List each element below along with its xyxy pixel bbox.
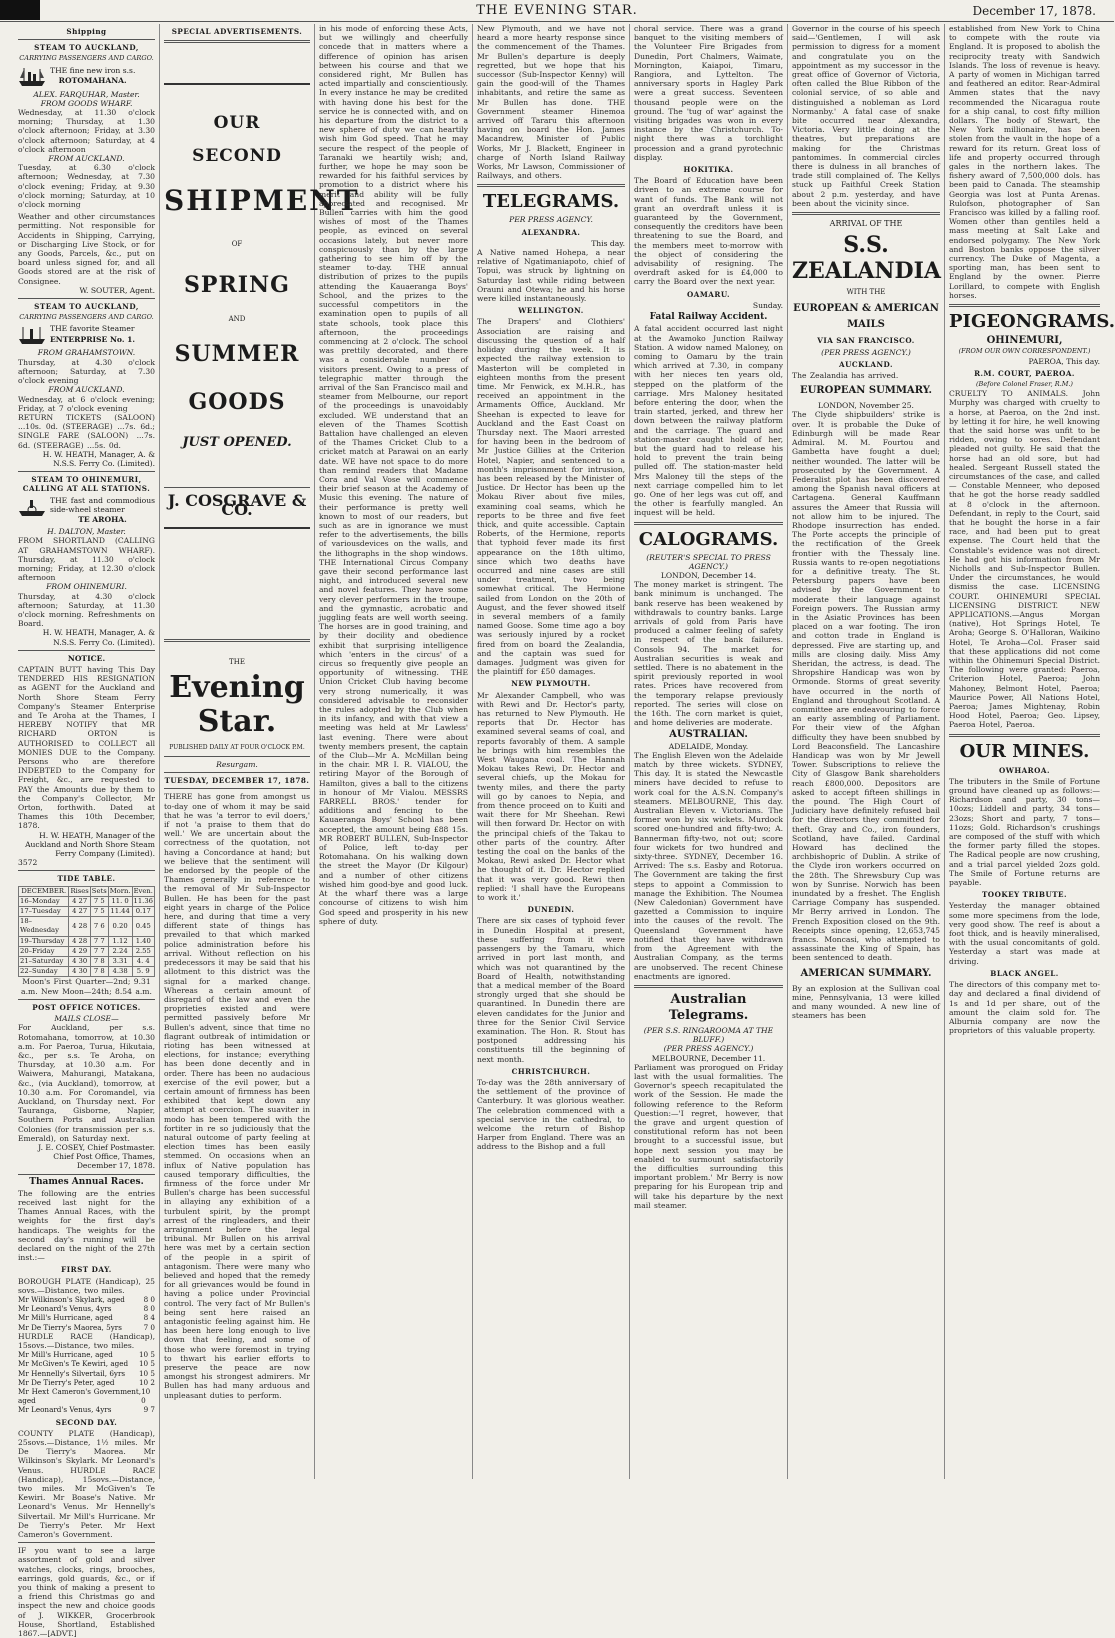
signature: W. SOUTER, Agent. xyxy=(79,285,155,295)
tide-row xyxy=(19,907,155,917)
calograms-text: The money market is stringent. The bank minimum is unchanged. The bank reserve has been weakened by withdrawals to country banks. Large arrivals of gold from Paris have produced a calmer feeling of safety in respect of the bank failures. Consols 94. The market for Australian securities is weak and settled. There is no abatement in the spirit previously reported in wool rates. Prices have recovered from the temporary relapse previously reported. The series will close on the 16th. The corn market is quiet, and home deliveries are moderate. xyxy=(634,580,783,728)
tide-cell: 7 5 xyxy=(90,896,108,906)
second-day-entries: COUNTY PLATE (Handicap), 25sovs.—Distance, 1½ miles. Mr De Tierry's Maorea. Mr Wilkinson's Skylark. Mr Leonard's Venus. HURDLE RACE (Handicap), 15sovs.—Distance, two miles. Mr McGiven's Te Kewiri. Mr Boase's Native. Mr Leonard's Venus. Mr Hennelly's Silvertail. Mr Mill's Hurricane. Mr De Tierry's Peter. Mr Hext Cameron's Government. xyxy=(18,1428,155,1540)
horse-name: Mr De Tierry's Peter, aged xyxy=(18,1377,115,1387)
via-san-francisco: VIA SAN FRANCISCO. xyxy=(817,336,915,346)
dateline-london: LONDON, December 14. xyxy=(660,570,757,580)
time-note: Sunday. xyxy=(752,300,783,310)
tide-cell: 0.17 xyxy=(132,907,154,917)
divider xyxy=(949,304,1100,307)
dateline-auckland: AUCKLAND. xyxy=(839,359,893,369)
schedule: Wednesday, at 11.30 o'clock morning; Thursday, at 1.30 o'clock afternoon; Friday, at 3.30 o'clock afternoon; Saturday, at 4 o'clock afternoon xyxy=(18,108,155,154)
melbourne-cont: Governor in the course of his speech said—'Gentlemen, I will ask permission to digress for a moment and congratulate you on the appointment as my successor in the great office of Governor of Victoria, often called the Blue Ribbon of the colonial service, of so able and distinguished a nobleman as Lord Normanby.' A fatal case of snake bite occurred near Alexandra, Victoria. Very little doing at the theatres, but preparations are making for the Christmas pantomimes. In commercial circles there is dulness in all branches of trade still complained of. The Kellys stuck up Faithful Creek Station about 2 p.m. yesterday, and have been about the vicinity since. xyxy=(792,24,940,208)
tide-column-header: Rises xyxy=(70,886,89,895)
ad-word-of: OF xyxy=(231,239,243,248)
melbourne-text: Parliament was prorogued on Friday last with the usual formalities. The Governor's speech recapitulated the work of the Session. He made the following reference to the Reform Question:—'I regret, however, that the grave and urgent question of constitutional reform has not been brought to a successful issue, but hope next session you may be enabled to surmount satisfactorily the difficulties surrounding this important problem.' Mr Berry is now preparing for his European trip and will take his departure by the next mail steamer. xyxy=(634,1062,783,1210)
tide-column-header: Sets xyxy=(91,886,107,895)
american-summary-cont: established from New York to China to compete with the route via England. It is proposed to abolish the reciprocity treaty with Sandwich Islands. The loss of revenue is heavy. A party of women in Michigan tarred and feathered an editor. Rear-Admiral Ammen states that the navy recommended the Nicaragua route for a ship canal, to cost fifty million dollars. The body of Stewart, the New York millionaire, has been stolen from the vault in the hope of a reward for its return. Great loss of life and property occurred through gales in the northern lakes. The fishery award of 7,500,000 dols. has been paid to Canada. The steamship Georgia was lost at Punta Arenas. Rulofson, photographer of San Francisco was killed by a falling roof. Women other than gentiles held a mass meeting at Salt Lake and endorsed polygamy. The New York and Boston banks oppose the silver currency. The Duke of Magenta, a sporting man, has been sent to England by the owner. Pierre Lorillard, to compete with English horses. xyxy=(949,24,1100,300)
from-ohinemuri: FROM OHINEMURI. xyxy=(46,582,127,592)
our-mines-heading: OUR MINES. xyxy=(959,740,1090,762)
dunedin-text: There are six cases of typhoid fever in Dunedin Hospital at present, these suffering from it were passengers by the Tamaru, which arrived in port last month, and which was not quarantined by the Board of Health, notwithstanding that a medical member of the Board strongly urged that she should be quarantined. In Dunedin there are eleven candidates for the Junior and three for the Senior Civil Service examination. The Hon. R. Stout has postponed addressing his constituents till the beginning of next month. xyxy=(477,916,625,1064)
tide-cell: 0.20 xyxy=(108,917,132,936)
races-intro: The following are the entries received last night for the Thames Annual Races, with the weights for the first day's handicaps. The weights for the second day's running will be declared on the night of the 27th inst.:— xyxy=(18,1188,155,1263)
divider xyxy=(18,650,155,651)
ad-word-and: AND xyxy=(228,314,246,323)
tookey-text: Yesterday the manager obtained some more specimens from the lode, very good show. The reef is about a foot thick, and is heavily mineralised, with the usual concomitants of gold. Yesterday a start was made at driving. xyxy=(949,901,1100,966)
court-text: CRUELTY TO ANIMALS. John Murphy was charged with cruelty to a horse, at Paeroa, on the 2nd inst. by letting it for hire, he well knowing that the said horse was unfit to be ridden, owing to sores. Defendant pleaded not guilty. He said that the horse had an old sore, but had healed. Sergeant Russell stated the circumstances of the case, and called— Constable Menneer, who deposed that he got the horse ready saddled at 8 o'clock in the afternoon. Defendant, in reply to the Court, said that he bought the horse in a fair race, and had been put to great expense. The Court held that the Constable's evidence was not direct. He had got his information from Mr Nicholls and Sub-Inspector Bullen. Under the circumstances, he would dismiss the case. LICENSING COURT. OHINEMURI SPECIAL LICENSING DISTRICT. NEW APPLICATIONS.—Angus Morgan (native), Hot Springs Hotel, Te Aroha; George S. O'Halloran, Waikino Hotel, Te Aroha—Col. Fraser said that these applications did not come within the Ohinemuri Special District. The following were granted: Paeroa, Criterion Hotel, Paeroa; John Mahoney, Belmont Hotel, Paeroa; Maurice Power, All Nations Hotel, Paeroa; James Mightenay, Robin Hood Hotel, Paeroa; Geo. Lipsey, Paeroa Hotel, Paeroa. xyxy=(949,389,1100,730)
divider xyxy=(18,999,155,1000)
from-grahamstown: FROM GRAHAMSTOWN. xyxy=(37,348,136,358)
tide-cell: 22–Sunday xyxy=(19,967,69,977)
schedule: Thursday, at 4.30 o'clock afternoon; Saturday, at 7.30 o'clock evening xyxy=(18,357,155,386)
fatal-accident-text: A fatal accident occurred last night at the Awamoko Junction Railway Station. A widow named Maloney, on coming to Oamaru by the train which arrived at 7.30, in company with her nieces ten years old, stepped on the platform of the carriage. Mrs Maloney hesitated before entering the door, when the train started, jerked, and threw her down between the railway platform and the carriage. The guard and station-master caught hold of her, but the guard had to release his hold to prevent the train being pulled off. The station-master held Mrs Maloney till the steps of the next carriage compelled him to let go. One of her legs was cut off, and the other is fearfully mangled. An inquest will be held. xyxy=(634,324,783,518)
divider xyxy=(164,756,310,757)
tide-cell: 7 7 xyxy=(90,946,108,956)
agency-note: (PER PRESS AGENCY.) xyxy=(821,347,911,357)
divider xyxy=(164,639,310,642)
agency-note: (REUTER'S SPECIAL TO PRESS AGENCY.) xyxy=(646,552,771,571)
zealandia-arrived: The Zealandia has arrived. xyxy=(792,371,899,381)
ship-ad xyxy=(18,324,155,346)
calograms-heading: CALOGRAMS. xyxy=(638,528,779,550)
ad-word-second: SECOND xyxy=(192,146,282,167)
ship-name: ENTERPRISE No. 1. xyxy=(50,334,136,344)
ship-line: THE fast and commodious side-wheel steamer xyxy=(50,495,155,514)
tide-cell: 1.12 xyxy=(108,936,132,946)
ad-just-opened: JUST OPENED. xyxy=(182,435,292,451)
race-entry xyxy=(18,1387,155,1405)
tide-cell: 1.40 xyxy=(132,936,154,946)
with-the: WITH THE xyxy=(846,288,886,297)
notice-body: CAPTAIN BUTT having This Day TENDERED HIS RESIGNATION as AGENT for the Auckland and North Shore Steam Ferry Company's Steamer Enterprise and Te Aroha at the Thames, I HEREBY NOTIFY that MR RICHARD ORTON is AUTHORISED to COLLECT all MONIES DUE to the Company. Persons who are therefore INDEBTED to the Company for Freight, &c., are requested to PAY the Amounts due by them to the Company's Collector, Mr Orton, forthwith. Dated at Thames this 10th December, 1878. xyxy=(18,664,155,831)
divider xyxy=(18,1542,155,1543)
tide-cell: 3.31 xyxy=(108,957,132,967)
horse-weight: 10 5 xyxy=(138,1350,155,1360)
ship-ad xyxy=(18,66,155,88)
tide-header-row xyxy=(19,886,155,896)
section-shipping: Shipping xyxy=(66,27,107,36)
mines-text: The tributers in the Smile of Fortune ground have cleaned up as follows:— Richardson and party, 30 tons—10ozs; Liddell and party, 34 tons—23ozs; Short and party, 7 tons—11ozs; Gold. Richardson's crushings are composed of the stuff with which the former party filled the stopes. The Radical people are now crushing, and a trial parcel yielded 2ozs gold. The Smile of Fortune returns are payable. xyxy=(949,776,1100,888)
fares: RETURN TICKETS (SALOON) ...10s. 0d. (STEERAGE) ...7s. 6d.; SINGLE FARE (SALOON) ...7s. 6d. (STEERAGE) ...5s. 0d. xyxy=(18,412,155,450)
court-before: (Before Colonel Fraser, R.M.) xyxy=(976,379,1073,388)
tide-cell: 20–Friday xyxy=(19,946,69,956)
own-correspondent: (FROM OUR OWN CORRESPONDENT.) xyxy=(958,347,1091,356)
horse-name: Mr Hext Cameron's Government, aged xyxy=(18,1387,142,1406)
horse-name: Mr Leonard's Venus, 4yrs xyxy=(18,1304,112,1314)
race-entry xyxy=(18,1378,155,1387)
telegrams-heading: TELEGRAMS. xyxy=(482,191,620,213)
dateline-new-plymouth: NEW PLYMOUTH. xyxy=(511,679,591,689)
ship-master: ALEX. FARQUHAR, Master. xyxy=(33,89,140,99)
horse-name: Mr McGiven's Te Kewiri, aged xyxy=(18,1359,129,1369)
signature: J. E. COSEY, Chief Postmaster. Chief Post Office, Thames, December 17, 1878. xyxy=(38,1142,155,1171)
signature: H. W. HEATH, Manager of the Auckland and North Shore Steam Ferry Company (Limited). xyxy=(25,830,155,859)
schedule: FROM SHORTLAND (CALLING AT GRAHAMSTOWN WHARF). Thursday, at 11.30 o'clock morning; Friday, at 12.30 o'clock afternoon xyxy=(18,536,155,583)
horse-weight: 7 0 xyxy=(143,1322,155,1332)
divider xyxy=(792,212,940,215)
tide-cell: 21–Saturday xyxy=(19,957,69,967)
tide-cell: 4.38 xyxy=(108,967,132,977)
pigeongrams-heading: PIGEONGRAMS. xyxy=(949,311,1115,333)
paddle-steamer-icon xyxy=(18,496,46,518)
first-day: FIRST DAY. xyxy=(61,1265,112,1275)
ad-word-spring: SPRING xyxy=(184,271,290,298)
publication-note: PUBLISHED DAILY AT FOUR O'CLOCK P.M. xyxy=(169,743,305,751)
signature: H. W. HEATH, Manager, A. & N.S.S. Ferry Co. (Limited). xyxy=(42,628,155,647)
local-news-cont: New Plymouth, and we have not heard a more hearty response since the commencement of the Thames. Mr Bullen's departure is deeply regretted, but we hope that his successor (Sub-Inspector Kenny) will gain the good-will of the Thames inhabitants, and retire the same as Mr Bullen has done. THE Government steamer Hinemoa arrived off Tararu this afternoon having on board the Hon. James Macandrew, Minister of Public Works, Mr J. Blackett, Engineer in charge of North Island Railway Works, Mr Lawson, Commissioner of Railways, and others. xyxy=(477,24,625,181)
ad-word-goods: GOODS xyxy=(188,389,286,416)
fatal-accident-heading: Fatal Railway Accident. xyxy=(649,312,768,323)
horse-weight: 10 5 xyxy=(138,1359,155,1369)
divider xyxy=(164,40,310,43)
agency-note: PER PRESS AGENCY. xyxy=(509,215,593,225)
cosgrave-advert xyxy=(164,83,360,528)
tide-column-header: Morn. xyxy=(109,886,131,895)
horse-name: Mr De Tierry's Maorea, 5yrs xyxy=(18,1322,122,1332)
american-summary-text: By an explosion at the Sullivan coal mine, Pennsylvania, 13 were killed and many wounded. A new line of steamers has been xyxy=(792,983,940,1021)
black-angel-heading: BLACK ANGEL. xyxy=(990,968,1059,978)
race-title: HURDLE RACE (Handicap), 15sovs.—Distance, two miles. xyxy=(18,1331,155,1350)
australian-telegrams-heading: Australian Telegrams. xyxy=(668,991,749,1023)
divider xyxy=(634,522,783,525)
column-4 xyxy=(473,24,630,1479)
tide-cell: 4 27 xyxy=(69,896,90,906)
divider xyxy=(18,39,155,40)
horse-name: Mr Mill's Hurricane, aged xyxy=(18,1350,113,1360)
race-entry xyxy=(18,1359,155,1368)
american-summary-heading: AMERICAN SUMMARY. xyxy=(800,967,932,979)
dateline-paeroa: PAEROA, This day. xyxy=(1028,356,1100,366)
tide-cell: 7 5 xyxy=(90,907,108,917)
horse-weight: 8 4 xyxy=(143,1313,155,1323)
ad-heading: STEAM TO OHINEMURI, CALLING AT ALL STATIONS. xyxy=(22,475,151,494)
ohinemuri-heading: OHINEMURI, xyxy=(986,335,1063,347)
wellington-text: The Drapers' and Clothiers' Association are raising and discussing the question of a half holiday during the week. It is expected the railway extension to Masterton will be completed in eighteen months from the present time. Mr Fenwick, ex M.H.R., has received an appointment in the Armaments Office, Auckland. Mr Sheehan is expected to leave for Auckland and the East Coast on Thursday next. The Maori arrested for having been in the bedroom of Mr Justice Gillies at the Criterion Hotel, Napier, and sentenced to a month's imprisonment for intrusion, has been released by the Minister of Justice. Dr Hector has been up the Mokau River about five miles, examining coal seams, which he reports to be three and five feet thick, and quite accessible. Captain Roberts, of the Hermione, reports that typhoid fever made its first appearance on the 18th ultimo, since which two deaths have occurred and nine cases are still under treatment, two being somewhat critical. The Hermione sailed from London on the 20th of August, and the fever showed itself in several members of a family named Goose. Some time ago a boy was seriously injured by a rocket fired from on board the Zealandia, and the captain was sued for damages. Judgment was given for the plaintiff for £50 damages. xyxy=(477,317,625,677)
divider xyxy=(164,487,310,488)
dateline-adelaide: ADELAIDE, Monday. xyxy=(668,741,749,751)
dateline-oamaru: OAMARU. xyxy=(687,289,730,299)
from-goods-wharf: FROM GOODS WHARF. xyxy=(40,98,133,108)
ad-subheading: CARRYING PASSENGERS AND CARGO. xyxy=(19,54,154,63)
tide-cell: 11. 0 xyxy=(108,896,132,906)
tide-row xyxy=(19,917,155,936)
horse-weight: 10 2 xyxy=(138,1377,155,1387)
ad-word-shipment: SHIPMENT xyxy=(164,183,360,217)
local-news: in his mode of enforcing these Acts, but we willingly and cheerfully concede that in matters where a difference of opinion has arisen between his course and that we considered right, Mr Bullen has acted impartially and conscientiously. In every instance he may be credited with having done his best for the service he is connected with, and on his departure from the district to a new sphere of duty we can heartily wish him God speed. That he may secure the respect of the people of Taranaki we heartily wish; and, further, we hope he may soon be rewarded for his faithful services by promotion to a district where his merit and ability will be fully appreciated and recognised. Mr Bullen carries with him the good wishes of most of the Thames people, as evinced on several occasions lately, but never more conspicuously than by the large gathering to see him off by the steamer to-day. THE annual distribution of prizes to the pupils attending the Kauaeranga Boys' School, and the prizes to the successful competitors in the examination open to pupils of all state schools, took place this afternoon, the proceedings commencing at 2 o'clock. The school was prettily decorated, and there was a considerable number of visitors present. Owing to a press of telegraphic matter through the arrival of the San Francisco mail and steamer from Melbourne, our report of the proceedings is unavoidably excluded. WE understand that an eleven of the Thames Scottish Battalion have challenged an eleven of the Thames Cricket Club to a cricket match at Parawai on an early date. WE have not space to do more than remind readers that Madame Cora and Val Vose will commence their brief season at the Academy of Music this evening. The nature of their performance is pretty well known to most of our readers, but such as are in ignorance we must refer to the advertisements, the bills of variousdevices on the walls, and the lithographs in the shop windows. THE International Circus Company gave their second performance last night, and introduced several new and novel features. They have some very clever performers in the troupe, and the gymnastic, acrobatic and juggling feats are well worth seeing. The horses are in good training, and by their docility and obedience exhibit that surprising intelligence which 'enters in the circus' of a circus so frequently give people an opportunity of witnessing. THE Union Cricket Club having become very strong numerically, it was considered advisable to reconsider the rules adopted by the Club when in its infancy, and with that view a meeting was held at Mr Lawless' last evening. There were about twenty members present, the captain of the Club—Mr A. McMillan being in the chair. MR I. R. VIALOU, the retiring Mayor of the Borough of Hamilton, gives a ball to the citizens in honour of Mr Vialou. MESSRS FARRELL BROS.' tender for additions and fencing to the Kauaeranga Boys' School has been accepted, the amount being £88 15s. MR ROBERT BULLEN, Sub-Inspector of Police, left to-day per Rotomahana. On his walking down the street the Mayor (Dr Kilgour) and a number of other citizens wished him good-bye and good luck. At the wharf there was a large concourse of citizens to wish him God speed and prosperity in his new sphere of duty. xyxy=(319,24,468,926)
ad-subheading: CARRYING PASSENGERS AND CARGO. xyxy=(19,313,154,322)
post-office-body: For Auckland, per s.s. Rotomahana, tomorrow, at 10.30 a.m. For Paeroa, Turua, Hikutaia, &c., per s.s. Te Aroha, on Thursday, at 10.30 a.m. For Waiwera, Mahurangi, Matakana, &c., (via Auckland), tomorrow, at 10.30 a.m. For Coromandel, via Auckland, on Thursday next. For Tauranga, Gisborne, Napier, Southern Ports and Australian Colonies (for transmission per s.s. Emerald), on Saturday next. xyxy=(18,1023,155,1143)
tide-cell: 4 28 xyxy=(69,917,90,936)
dateline-alexandra: ALEXANDRA. xyxy=(521,227,581,237)
from-auckland: FROM AUCKLAND. xyxy=(48,154,125,164)
ship-ad xyxy=(18,496,155,526)
post-office-heading: POST OFFICE NOTICES. xyxy=(32,1002,141,1012)
owharoa-heading: OWHAROA. xyxy=(998,765,1050,775)
christchurch-cont: choral service. There was a grand banquet to the visiting members of the Volunteer Fire Brigades from Dunedin, Port Chalmers, Waimate, Mornington, Kaiapoi, Timaru, Rangiora, and Lyttelton. The anniversary sports in Hagley Park were a great success. Seventeen thousand people were on the ground. The 'tug of war' against the visiting brigades was won in every instance by the Christchurch. To-night there was a torchlight procession and a grand pyrotechnic display. xyxy=(634,24,783,162)
divider xyxy=(18,298,155,299)
divider xyxy=(477,184,625,187)
ad-heading: STEAM TO AUCKLAND, xyxy=(34,302,139,312)
race-entry xyxy=(18,1295,155,1304)
leader-article: THERE has gone from amongst us to-day one of whom it may be said that he was 'a terror to evil doers,' if not 'a praise to them that do well.' We are uncertain about the correctness of the quotation, not having a Concordance at hand; but we believe that the sentiment will be endorsed by the people of the Thames generally in reference to the removal of Mr Sub-Inspector Bullen. He has been for the past eight years in charge of the Police here, and during that time a very different state of things has prevailed to that which marked police administration before his arrival. Without reflection on his predecessors it may be said that his allotment to this district was the signal for a marked change. Whereas a certain amount of disregard of the law and even the proprieties existed and were permitted passively before Mr Bullen's advent, since that time no flagrant outbreak of intimidation or rioting has been witnessed at elections, for instance; everything has been done decently and in order. There has been no audacious exercise of the evil power, but a certain amount of firmness has been exhibited that kept down any attempt at coercion. The suaviter in modo has been tempered with the fortiter in re so judiciously that the natural outcome of party feeling at election times has been easily stemmed. On occasions when an influx of Native population has caused temporary difficulties, the firmness of the force under Mr Bullen's charge has been successful in allaying any exhibition of a turbulent spirit, by the prompt arrest of the ringleaders, and their arraignment before the legal tribunal. Mr Bullen on his arrival here was met by a certain section of the people in a spirit of antagonism. There were many who believed and hoped that the remedy for all grievances would be found in having a police under Provincial control. The very fact of Mr Bullen's being sent here raised an antagonistic feeling against him. He has been here long enough to live down that feeling, and some of those who were foremost in trying to thwart his earlier efforts to preserve the peace are now amongst his strongest admirers. Mr Bullen has had many arduous and unpleasant duties to perform. xyxy=(164,792,310,1400)
dateline-hokitika: HOKITIKA. xyxy=(683,165,734,175)
race-entry xyxy=(18,1323,155,1332)
steamship-icon xyxy=(18,66,46,88)
masthead-title: THE EVENING STAR. xyxy=(476,3,638,18)
column-6 xyxy=(788,24,945,1479)
horse-name: Mr Mill's Hurricane, aged xyxy=(18,1313,113,1323)
tide-cell: 0.45 xyxy=(132,917,154,936)
dateline-wellington: WELLINGTON. xyxy=(518,306,584,316)
agency-note: (PER PRESS AGENCY.) xyxy=(663,1044,754,1054)
european-summary-heading: EUROPEAN SUMMARY. xyxy=(799,385,933,397)
tide-column-header: Even. xyxy=(133,886,153,895)
tide-cell: 7 8 xyxy=(90,967,108,977)
column-7 xyxy=(945,24,1115,1479)
tookey-heading: TOOKEY TRIBUTE. xyxy=(981,890,1068,900)
notice-heading: NOTICE. xyxy=(67,653,106,663)
tide-cell: 4 27 xyxy=(69,907,90,917)
tide-cell: 4 28 xyxy=(69,936,90,946)
court-heading: R.M. COURT, PAEROA. xyxy=(974,368,1075,378)
tide-table xyxy=(18,886,155,978)
dateline: TUESDAY, DECEMBER 17, 1878. xyxy=(164,776,310,786)
tide-cell: 4 29 xyxy=(69,946,90,956)
time-note: This day. xyxy=(591,238,625,248)
paper-the: THE xyxy=(229,657,245,666)
divider xyxy=(949,734,1100,737)
horse-name: Mr Hennelly's Silvertail, 6yrs xyxy=(18,1368,126,1378)
motto: Resurgam. xyxy=(216,760,258,770)
tide-cell: 16–Monday xyxy=(19,896,69,906)
tide-cell: 4 30 xyxy=(69,957,90,967)
divider xyxy=(634,985,783,988)
race-entries xyxy=(18,1295,155,1332)
australian-heading: AUSTRALIAN. xyxy=(669,729,748,741)
ship-line: THE favorite Steamer xyxy=(50,324,135,334)
ship-master: H. DALTON, Master. xyxy=(47,527,126,537)
columns xyxy=(14,24,1115,1638)
second-day: SECOND DAY. xyxy=(55,1417,118,1427)
ship-name: TE AROHA. xyxy=(78,514,127,524)
tide-row xyxy=(19,936,155,946)
tide-row xyxy=(19,896,155,906)
tide-cell: 7 8 xyxy=(90,957,108,967)
column-1 xyxy=(14,24,160,1638)
race-entry xyxy=(18,1405,155,1414)
race-entry xyxy=(18,1304,155,1313)
horse-weight: 9 7 xyxy=(143,1405,155,1415)
mails-heading: EUROPEAN & AMERICAN MAILS xyxy=(793,303,939,331)
race-title: BOROUGH PLATE (Handicap), 25 sovs.—Distance, two miles. xyxy=(18,1276,155,1295)
tide-column-header: DECEMBER. xyxy=(19,886,69,896)
ad-heading: STEAM TO AUCKLAND, xyxy=(34,43,139,53)
mails-close: MAILS CLOSE— xyxy=(54,1014,119,1024)
divider xyxy=(164,788,310,789)
tide-cell: 11.44 xyxy=(108,907,132,917)
masthead xyxy=(0,0,1114,22)
horse-weight: 8 0 xyxy=(143,1304,155,1314)
section-special-ads: SPECIAL ADVERTISEMENTS. xyxy=(171,27,303,36)
tide-cell: 4. 4 xyxy=(132,957,154,967)
column-5 xyxy=(630,24,788,1479)
ship-line: THE fine new iron s.s. xyxy=(50,65,136,75)
dateline-christchurch: CHRISTCHURCH. xyxy=(511,1066,591,1076)
race-entry xyxy=(18,1313,155,1322)
tide-row xyxy=(19,967,155,977)
christchurch-text: To-day was the 28th anniversary of the settlement of the province of Canterbury. It was glorious weather. The celebration commenced with a special service in the cathedral, to welcome the return of Bishop Harper from England. There was an address to the Bishop and a full xyxy=(477,1077,625,1152)
tide-cell: 5. 9 xyxy=(132,967,154,977)
steamship-icon xyxy=(18,324,46,346)
paper-nameplate: Evening Star. xyxy=(169,669,305,739)
tide-cell: 2.24 xyxy=(108,946,132,956)
ship-name: ROTOMAHANA. xyxy=(58,75,127,85)
hokitika-text: The Board of Education have been driven to an extreme course for want of funds. The Bank will not grant an overdraft unless it is guaranteed by the Government, consequently the creditors have been threatening to sue the Board, and the members meet to-morrow with the object of considering the advisability of resigning. The overdraft asked for is £4,000 to carry the Board over the next year. xyxy=(634,176,783,287)
tide-cell: 11.36 xyxy=(133,896,153,905)
divider xyxy=(18,471,155,472)
tide-cell: 7 7 xyxy=(90,936,108,946)
dateline-london: LONDON, November 25. xyxy=(818,401,914,411)
schedule: Tuesday, at 6.30 o'clock afternoon; Wednesday, at 7.30 o'clock evening; Friday, at 9.30 o'clock morning; Saturday, at 10 o'clock morning xyxy=(18,163,155,210)
race-entry xyxy=(18,1350,155,1359)
schedule: Thursday, at 4.30 o'clock afternoon; Saturday, at 11.30 o'clock morning. Refreshments on Board. xyxy=(18,591,155,629)
divider xyxy=(18,870,155,871)
tide-cell: 7 6 xyxy=(90,917,108,936)
masthead-date: December 17, 1878. xyxy=(972,4,1096,18)
weather-note: Weather and other circumstances permitting. Not responsible for Accidents in Shipping, Carrying, or Discharging Live Stock, or for any Goods, Parcels, &c., put on board unless signed for, and all Goods stored are at the risk of Consignee. xyxy=(18,212,155,286)
ad-firm-name: J. COSGRAVE & CO. xyxy=(167,491,307,520)
tide-row xyxy=(19,946,155,956)
moon-note: Moon's First Quarter—2nd; 9.31 a.m. New Moon—24th; 8.54 a.m. xyxy=(21,977,152,996)
horse-weight: 10 0 xyxy=(141,1387,151,1406)
horse-name: Mr Wilkinson's Skylark, aged xyxy=(18,1294,125,1304)
column-2 xyxy=(160,24,360,1479)
tide-cell: 19–Thursday xyxy=(19,936,69,946)
horse-weight: 8 0 xyxy=(143,1294,155,1304)
tide-row xyxy=(19,957,155,967)
european-summary-text: The Clyde shipbuilders' strike is over. It is probable the Duke of Edinburgh will be made Rear Admiral. M. M. Fourtou and Gambetta have fought a duel; neither wounded. The latter will be prosecuted by the Government. A Federalist plot has been discovered among the Spanish naval officers at Cartagena. General Kauffmann assures the Ameer that Russia will not allow him to be injured. The Rhodope insurrection has ended. The Porte accepts the principle of the rectification of the Greek frontier with the Thessaly line. Russia wants to re-open negotiations for a definitive treaty. The St. Petersburg papers have been advised by the Government to moderate their language against Foreign powers. The Russian army in the Asiatic Provinces has been placed on a war footing. The iron and cotton trade in England is depressed. Five are starting up, and mills are closing daily. Miss Amy Sheridan, the actress, is dead. The Shropshire Handicap was won by Ormonde. Storms of great severity have occurred in the north of England and throughout Scotland. A committee are endeavouring to force an early assembling of Parliament. For their view of the Afghan difficulty they have been snubbed by Lord Beaconsfield. The Lancashire Handicap was won by Mr Jewell Tower. Subscriptions to relieve the City of Glasgow Bank shareholders reach £800,000. Depositors are asked to accept fifteen shillings in the pound. The High Court of Judiciary have definitely refused bail for the directors they committed for theft. Gray and Co., iron founders, Scotland, have failed. Cardinal Howard has declined the archbishopric of Dublin. A strike of the Clyde iron workers occurred on the 28th. The Shrewsbury Cup was won by Sunrise. Norwich has been inundated by a freshet. The English Carriage Company has suspended. Mr Berry arrived in London. The French Exposition closed on the 9th. Receipts since opening, 12,653,745 francs. Moncasi, who attempted to assassinate the King of Spain, has been sentenced to death. xyxy=(792,410,940,963)
black-angel-text: The directors of this company met to-day and declared a final dividend of 1s and 1d per share, out of the amount the claim sold for. The Alburnia company are now the proprietors of this valuable property. xyxy=(949,980,1100,1036)
from-auckland: FROM AUCKLAND. xyxy=(48,385,125,395)
tide-cell: 18–Wednesday xyxy=(19,917,69,936)
tide-cell: 17–Tuesday xyxy=(19,907,69,917)
alexandra-text: A Native named Hohepa, a near relative of Ngatimaniapoto, chief of Topui, was struck by lightning on Saturday last while riding between Orauni and Otewa; he and his horse were killed instantaneously. xyxy=(477,248,625,304)
schedule: Wednesday, at 6 o'clock evening; Friday, at 7 o'clock evening xyxy=(18,394,155,413)
race-entries xyxy=(18,1350,155,1414)
divider xyxy=(18,1174,155,1175)
ad-word-summer: SUMMER xyxy=(174,341,300,368)
races-heading: Thames Annual Races. xyxy=(29,1176,144,1187)
ad-word-our: OUR xyxy=(213,113,261,134)
australian-text: The English Eleven won the Adelaide match by three wickets. SYDNEY, This day. It is stated the Newcastle miners have decided to refuse to work coal for the A.S.N. Company's steamers. MELBOURNE, This day. Australian Eleven v. Victorians. The former won by six wickets. Murdock scored one-hundred and fifty-two; A. Bannerman fifty-two, not out; score four wickets for two hundred and sixty-three. SYDNEY, December 16. Arrived: The s.s. Easby and Rotorua. The Government are taking the first steps to appoint a Commission to manage the Exhibition. The Noumea (New Caledonian) Government have gazetted a Commission to inquire into the causes of the revolt. The Queensland Government have notified that they have withdrawn from the Agreement with the Australian Company, as the terms are unobserved. The recent Chinese enactments are ignored. xyxy=(634,750,783,981)
watch-advert: IF you want to see a large assortment of gold and silver watches, clocks, rings, brooches, earrings, gold guards, &c., or if you think of making a present to a friend this Christmas go and inspect the new and choice goods of J. WIKKER, Grocerbrook House, Shortland, Established 1867.—[ADVT.] xyxy=(18,1546,155,1638)
divider xyxy=(164,772,310,773)
signature: H. W. HEATH, Manager, A. & N.S.S. Ferry Co. (Limited). xyxy=(42,449,155,468)
agency-note: (PER S.S. RINGAROOMA AT THE BLUFF.) xyxy=(643,1025,774,1045)
zealandia-heading: S.S. ZEALANDIA xyxy=(792,232,941,285)
tide-table-heading: TIDE TABLE. xyxy=(57,874,116,884)
arrival-of-the: ARRIVAL OF THE xyxy=(829,219,903,229)
race-entry xyxy=(18,1369,155,1378)
tide-cell: 2.55 xyxy=(132,946,154,956)
column-3 xyxy=(315,24,473,1479)
notice-number: 3572 xyxy=(18,858,38,868)
dateline-dunedin: DUNEDIN. xyxy=(527,905,575,915)
new-plymouth-text: Mr Alexander Campbell, who was with Rewi and Dr. Hector's party, has returned to New Plymouth. He reports that Dr. Hector has examined several seams of coal, and reports favorably of them. A sample he brings with him resembles the West Waugana coal. The Hannah Mokau takes Rewi, Dr. Hector and several chiefs, up the Mokau for twenty miles, and there the party will go by canoes to Nepia, and from thence proceed on to Kuiti and wait there for Mr Sheehan. Rewi will then forward Dr. Hector on with the principal chiefs of the Takau to other parts of the country. After testing the coal on the banks of the Mokau, Rewi asked Dr. Hector what he thought of it. Dr. Hector replied that it was very good. Rewi then replied: 'I shall have the Europeans to work it.' xyxy=(477,690,625,903)
horse-name: Mr Leonard's Venus, 4yrs xyxy=(18,1405,112,1415)
dateline-melbourne: MELBOURNE, December 11. xyxy=(651,1053,766,1063)
horse-weight: 10 5 xyxy=(138,1368,155,1378)
tide-cell: 4 30 xyxy=(69,967,90,977)
